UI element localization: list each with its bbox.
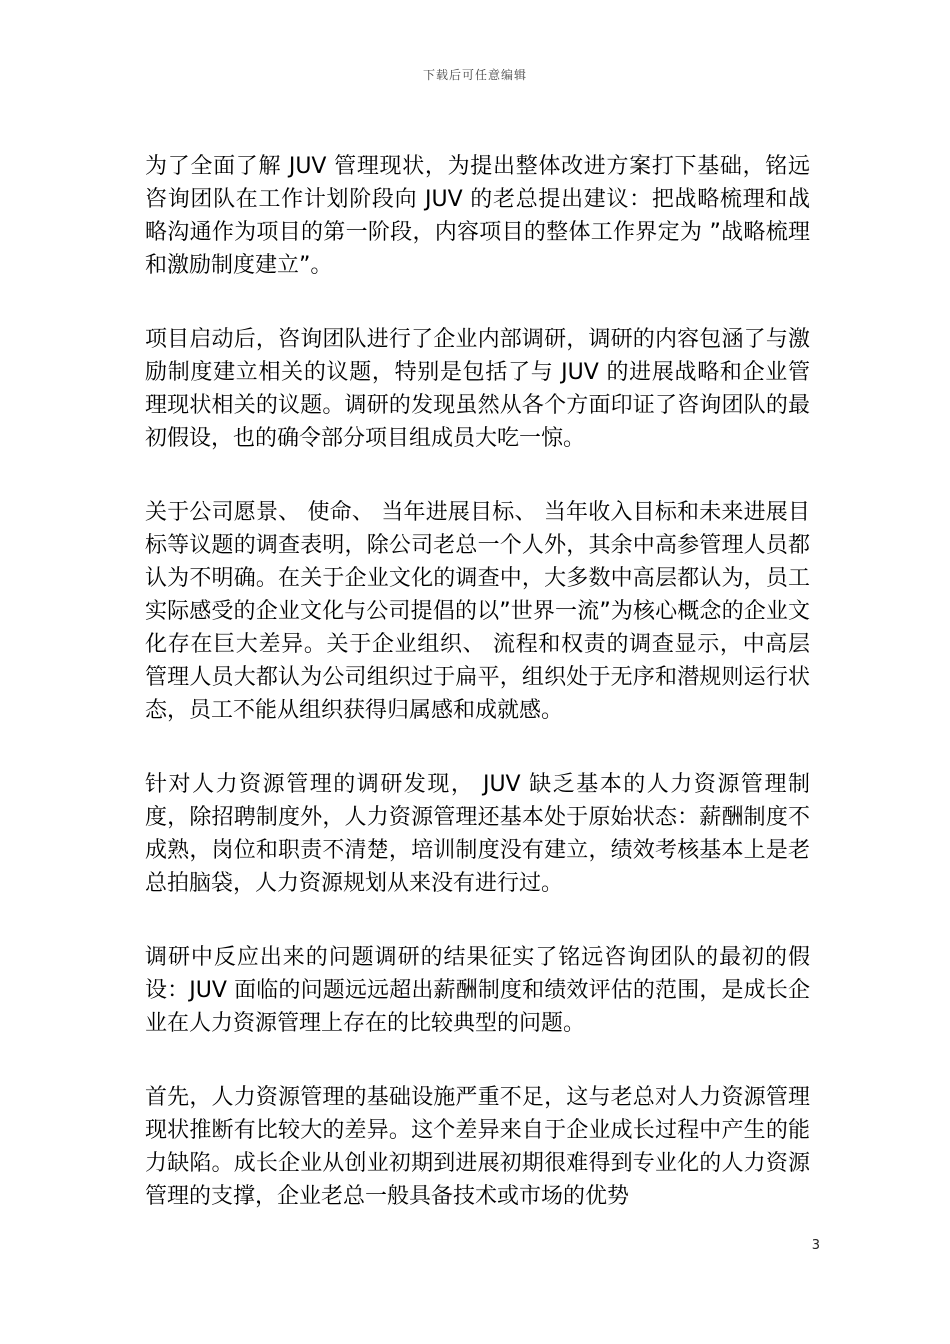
page-number: 3 <box>811 1238 820 1253</box>
paragraph-3: 关于公司愿景、 使命、 当年进展目标、 当年收入目标和未来进展目标等议题的调查表明，除公司老总一个人外，其余中高参管理人员都认为不明确。在关于企业文化的调查中，大多数中高层都认为，员工实际感受的企业文化与公司提倡的以”世界一流”为核心概念的企业文化存在巨大差异。关于企业组织、 流程和权责的调查显示，中高层管理人员大都认为公司组织过于扁平，组织处于无序和潜规则运行状态，员工不能从组织获得归属感和成就感。 <box>145 500 810 723</box>
paragraph-5: 调研中反应出来的问题调研的结果征实了铭远咨询团队的最初的假设：JUV 面临的问题远远超出薪酬制度和绩效评估的范围，是成长企业在人力资源管理上存在的比较典型的问题。 <box>145 945 810 1036</box>
page-header: 下载后可任意编辑 <box>422 68 527 82</box>
paragraph-6: 首先，人力资源管理的基础设施严重不足，这与老总对人力资源管理现状推断有比较大的差异。这个差异来自于企业成长过程中产生的能力缺陷。成长企业从创业初期到进展初期很难得到专业化的人力资源管理的支撑，企业老总一般具备技术或市场的优势 <box>145 1085 810 1209</box>
document-body <box>145 150 810 1254</box>
paragraph-4: 针对人力资源管理的调研发现， JUV 缺乏基本的人力资源管理制度，除招聘制度外，人力资源管理还基本处于原始状态：薪酬制度不成熟，岗位和职责不清楚，培训制度没有建立，绩效考核基本上是老总拍脑袋，人力资源规划从来没有进行过。 <box>145 772 810 896</box>
paragraph-2: 项目启动后，咨询团队进行了企业内部调研，调研的内容包涵了与激励制度建立相关的议题，特别是包括了与 JUV 的进展战略和企业管理现状相关的议题。调研的发现虽然从各个方面印证了咨询团队的最初假设，也的确令部分项目组成员大吃一惊。 <box>145 327 810 451</box>
paragraph-1: 为了全面了解 JUV 管理现状，为提出整体改进方案打下基础，铭远咨询团队在工作计划阶段向 JUV 的老总提出建议：把战略梳理和战略沟通作为项目的第一阶段，内容项目的整体工作界定为 ”战略梳理和激励制度建立”。 <box>145 154 810 278</box>
